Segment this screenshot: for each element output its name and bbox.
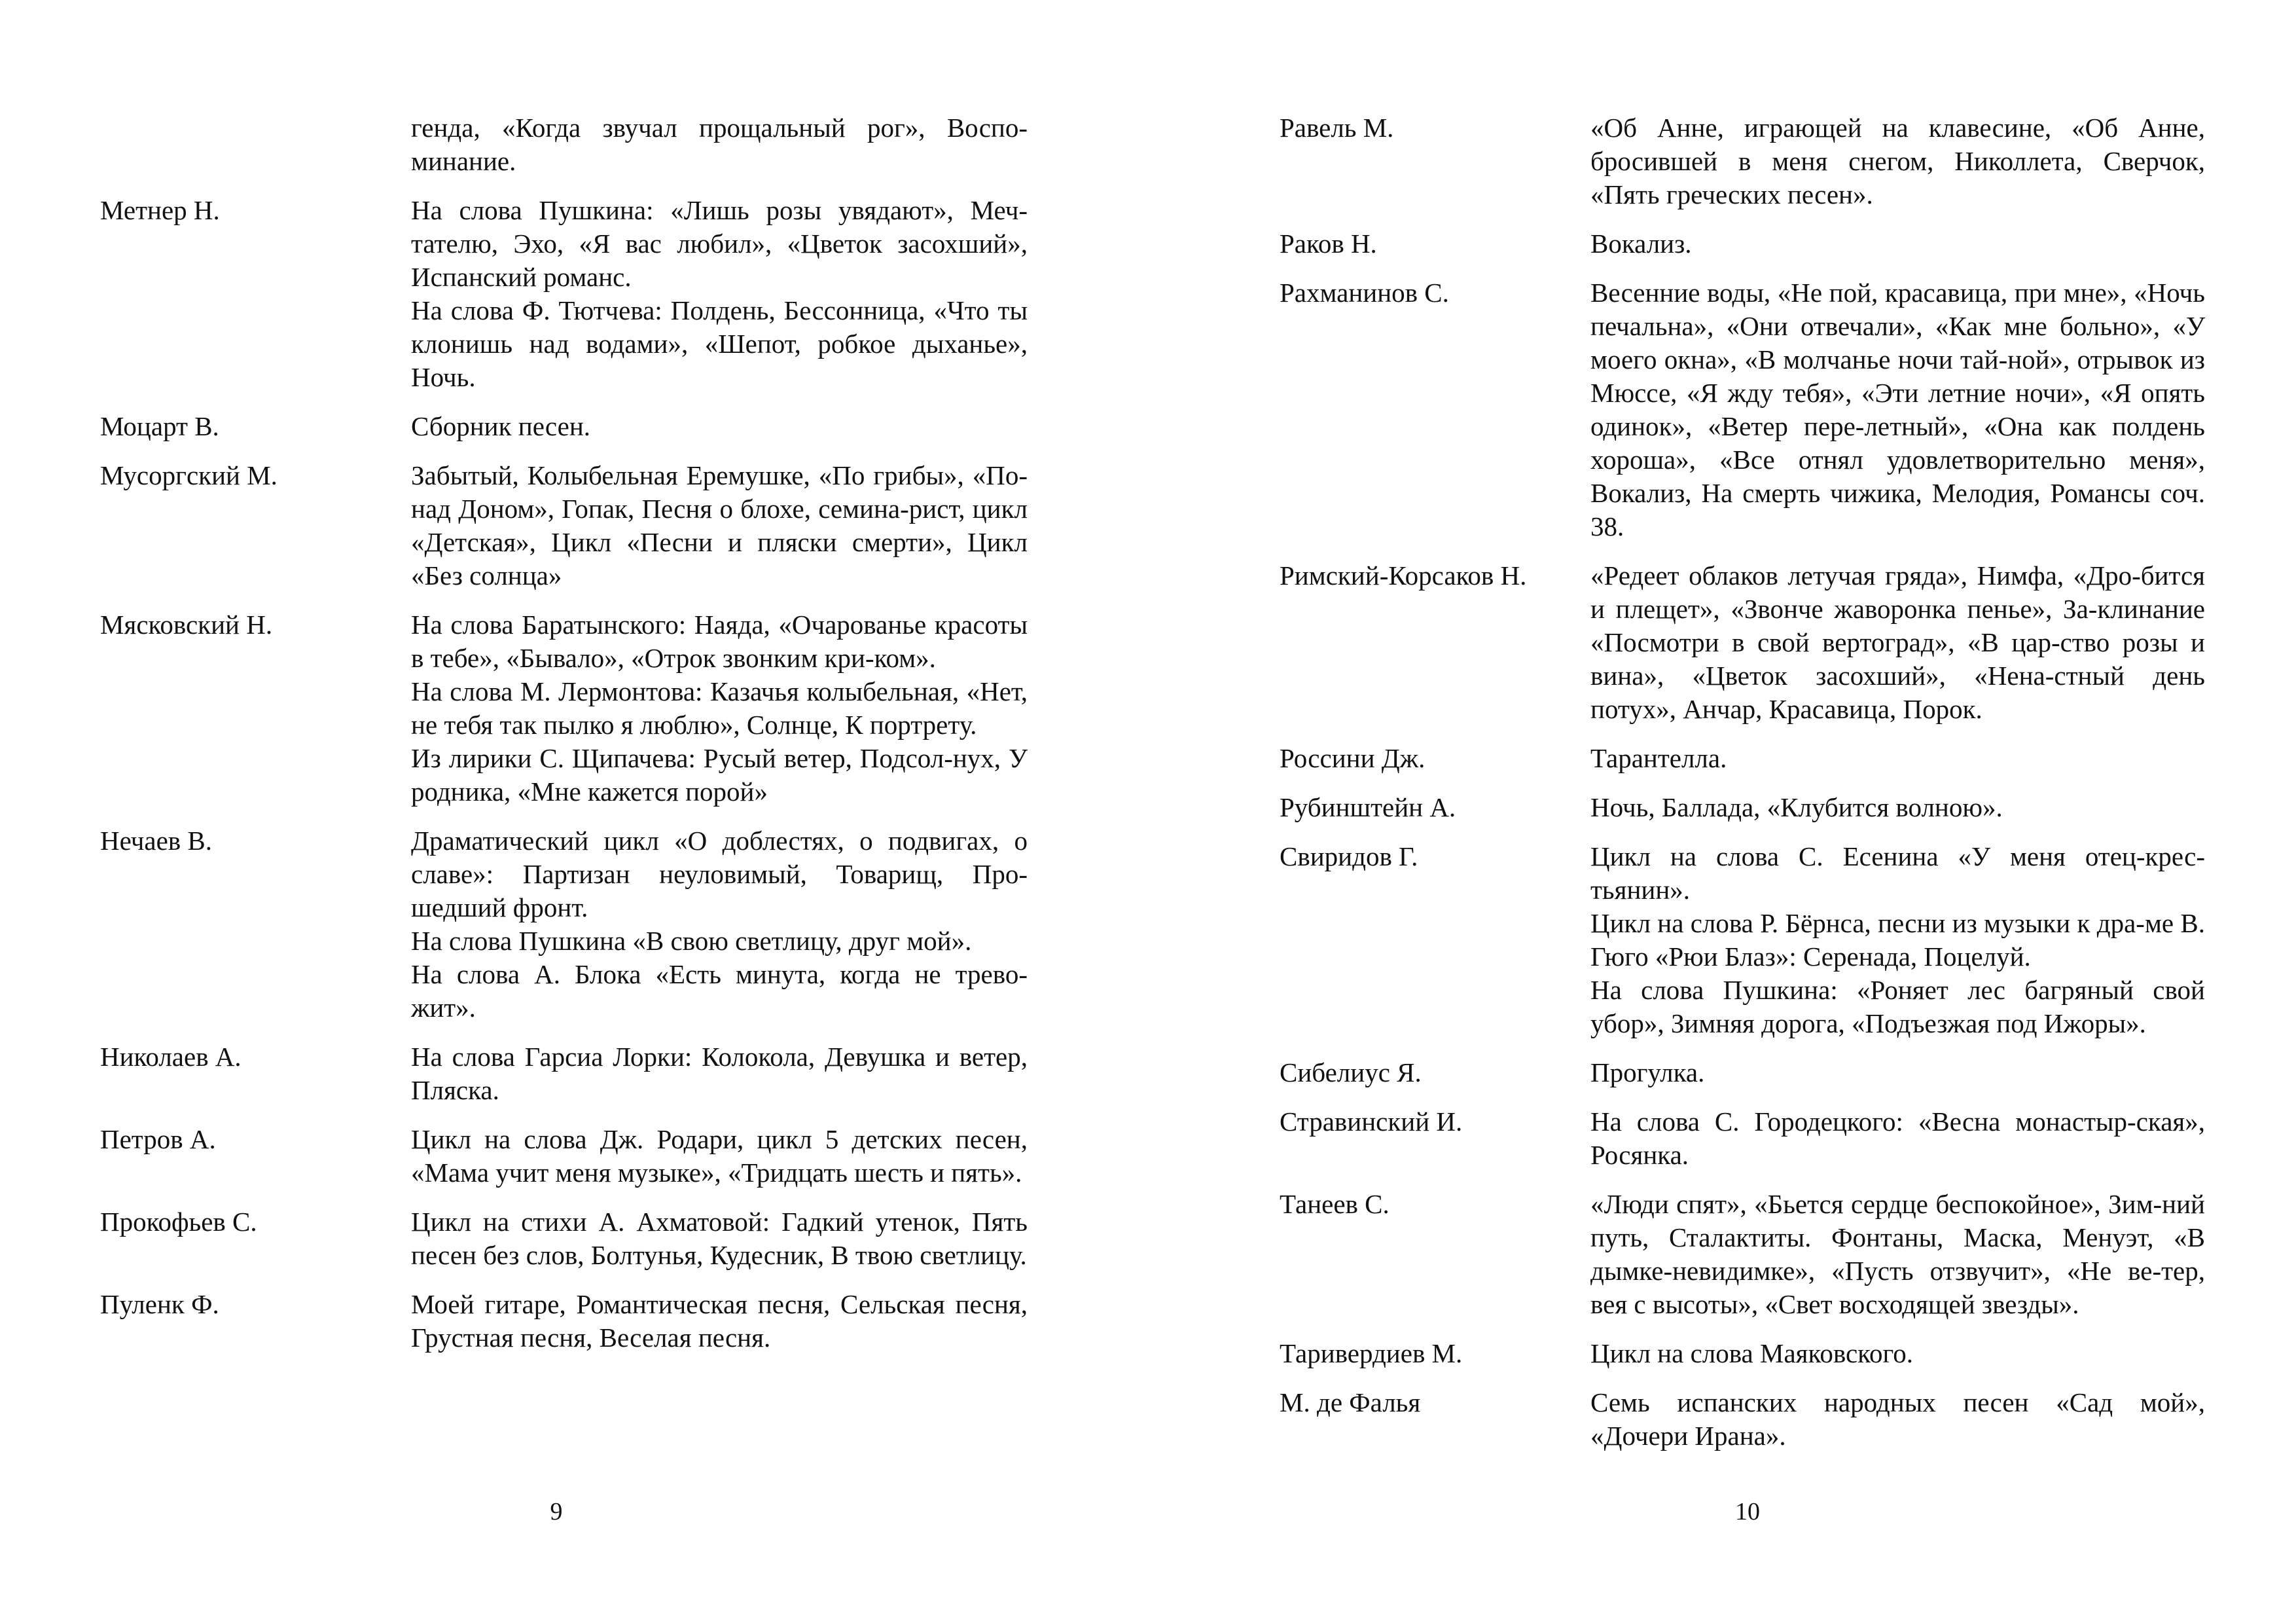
composer-name: Равель М. — [1280, 113, 1394, 143]
works-line: Драматический цикл «О доблестях, о подвигах, о славе»: Партизан неуловимый, Товарищ, Про-шедший фронт. — [411, 826, 1028, 922]
composer-name: Прокофьев С. — [100, 1207, 257, 1237]
page-number: 10 — [1735, 1498, 1760, 1525]
works-list — [411, 1123, 1028, 1190]
works-line: Цикл на слова Р. Бёрнса, песни из музыки к дра-ме В. Гюго «Рюи Блаз»: Серенада, Поцелуй. — [1590, 908, 2205, 972]
composer-name: Моцарт В. — [100, 411, 219, 441]
entry — [100, 410, 1028, 443]
works-line: Цикл на слова Дж. Родари, цикл 5 детских песен, «Мама учит меня музыке», «Тридцать шесть и пять». — [411, 1124, 1028, 1188]
works-list — [1590, 1056, 2205, 1089]
works-line: На слова М. Лермонтова: Казачья колыбельная, «Нет, не тебя так пылко я люблю», Солнце, К портрету. — [411, 676, 1028, 740]
composer-name: Россини Дж. — [1280, 743, 1426, 773]
works-line: «Люди спят», «Бьется сердце беспокойное», Зим-ний путь, Сталактиты. Фонтаны, Маска, Менуэт, «В дымке-невидимке», «Пусть отзвучит», «Не ве-тер, вея с высоты», «Свет восходящей звезды». — [1590, 1189, 2205, 1319]
works-list — [1590, 742, 2205, 775]
works-line: Из лирики С. Щипачева: Русый ветер, Подсол-нух, У родника, «Мне кажется порой» — [411, 743, 1028, 807]
entries-list — [100, 111, 1028, 1370]
entry — [1280, 1056, 2205, 1089]
works-list — [411, 410, 1028, 443]
composer-name: Сибелиус Я. — [1280, 1057, 1422, 1087]
works-list — [411, 1205, 1028, 1272]
works-list — [411, 1040, 1028, 1107]
entry — [100, 824, 1028, 1025]
entry — [100, 194, 1028, 394]
works-list — [1590, 791, 2205, 824]
works-list — [411, 111, 1028, 178]
works-list — [411, 459, 1028, 593]
works-list — [411, 194, 1028, 394]
works-line: Цикл на стихи А. Ахматовой: Гадкий утенок, Пять песен без слов, Болтунья, Кудесник, В твою светлицу. — [411, 1207, 1028, 1270]
composer-name: Римский-Корсаков Н. — [1280, 560, 1527, 591]
works-line: На слова Ф. Тютчева: Полдень, Бессонница, «Что ты клонишь над водами», «Шепот, робкое дыханье», Ночь. — [411, 295, 1028, 392]
works-line: На слова Пушкина «В свою светлицу, друг мой». — [411, 926, 972, 956]
entries-list — [1280, 111, 2205, 1468]
composer-name: Петров А. — [100, 1124, 216, 1154]
works-line: На слова Пушкина: «Роняет лес багряный свой убор», Зимняя дорога, «Подъезжая под Ижоры». — [1590, 975, 2205, 1038]
works-line: генда, «Когда звучал прощальный рог», Воспо-минание. — [411, 113, 1028, 176]
composer-name: Таривердиев М. — [1280, 1338, 1463, 1368]
works-line: Ночь, Баллада, «Клубится волною». — [1590, 792, 2003, 822]
works-line: Сборник песен. — [411, 411, 591, 441]
entry — [1280, 276, 2205, 543]
entry — [1280, 1386, 2205, 1453]
composer-name: Рахманинов С. — [1280, 278, 1449, 308]
works-line: Прогулка. — [1590, 1057, 1705, 1087]
composer-name: Свиридов Г. — [1280, 841, 1418, 871]
works-line: Весенние воды, «Не пой, красавица, при мне», «Ночь печальна», «Они отвечали», «Как мне больно», «У моего окна», «В молчанье ночи тай-ной», отрывок из Мюссе, «Я жду тебя», «Эти летние ночи», «Я опять одинок», «Ветер пере-летный», «Она как полдень хороша», «Все отнял удовлетворительно меня», Вокализ, На смерть чижика, Мелодия, Романсы соч. 38. — [1590, 278, 2205, 541]
works-list — [1590, 276, 2205, 543]
entry — [100, 459, 1028, 593]
works-line: На слова С. Городецкого: «Весна монастыр-ская», Росянка. — [1590, 1106, 2205, 1170]
works-list — [1590, 1188, 2205, 1321]
works-line: Цикл на слова Маяковского. — [1590, 1338, 1914, 1368]
composer-name: М. де Фалья — [1280, 1387, 1421, 1417]
entry — [100, 1123, 1028, 1190]
works-line: Вокализ. — [1590, 228, 1692, 259]
works-list — [1590, 1337, 2205, 1370]
entry — [1280, 1188, 2205, 1321]
works-line: Семь испанских народных песен «Сад мой», «Дочери Ирана». — [1590, 1387, 2205, 1451]
entry — [1280, 791, 2205, 824]
entry — [100, 1040, 1028, 1107]
composer-name: Николаев А. — [100, 1042, 242, 1072]
composer-name: Танеев С. — [1280, 1189, 1390, 1219]
composer-name: Мусоргский М. — [100, 460, 278, 490]
composer-name: Нечаев В. — [100, 826, 213, 856]
composer-name: Пуленк Ф. — [100, 1289, 219, 1319]
entry — [1280, 742, 2205, 775]
works-line: Цикл на слова С. Есенина «У меня отец-крес-тьянин». — [1590, 841, 2205, 905]
works-line: На слова Гарсиа Лорки: Колокола, Девушка и ветер, Пляска. — [411, 1042, 1028, 1105]
works-list — [1590, 559, 2205, 726]
entry — [100, 111, 1028, 178]
works-list — [411, 608, 1028, 809]
works-list — [411, 1288, 1028, 1355]
entry — [100, 608, 1028, 809]
works-line: «Редеет облаков летучая гряда», Нимфа, «Дро-бится и плещет», «Звонче жаворонка пенье», За-клинание «Посмотри в свой вертоград», «В цар-ство розы и вина», «Цветок засохший», «Нена-стный день потух», Анчар, Красавица, Порок. — [1590, 560, 2205, 724]
works-list — [1590, 840, 2205, 1040]
composer-name: Рубинштейн А. — [1280, 792, 1456, 822]
entry — [1280, 1105, 2205, 1172]
works-list — [1590, 1105, 2205, 1172]
works-line: Тарантелла. — [1590, 743, 1727, 773]
composer-name: Стравинский И. — [1280, 1106, 1463, 1137]
works-line: На слова А. Блока «Есть минута, когда не трево-жит». — [411, 959, 1028, 1023]
works-list — [1590, 227, 2205, 261]
works-list — [1590, 1386, 2205, 1453]
entry — [1280, 559, 2205, 726]
entry — [1280, 111, 2205, 211]
entry — [100, 1288, 1028, 1355]
works-list — [1590, 111, 2205, 211]
works-line: Забытый, Колыбельная Еремушке, «По грибы», «По-над Доном», Гопак, Песня о блохе, семина-рист, цикл «Детская», Цикл «Песни и пляски смерти», Цикл «Без солнца» — [411, 460, 1028, 591]
right-page — [1148, 0, 2296, 1623]
composer-name — [100, 111, 411, 178]
composer-name: Раков Н. — [1280, 228, 1377, 259]
works-line: Моей гитаре, Романтическая песня, Сельская песня, Грустная песня, Веселая песня. — [411, 1289, 1028, 1353]
composer-name: Метнер Н. — [100, 195, 220, 225]
entry — [1280, 840, 2205, 1040]
works-line: На слова Баратынского: Наяда, «Очарованье красоты в тебе», «Бывало», «Отрок звонким кри-ком». — [411, 610, 1028, 673]
works-line: «Об Анне, играющей на клавесине, «Об Анне, бросившей в меня снегом, Николлета, Сверчок, «Пять греческих песен». — [1590, 113, 2205, 210]
works-line: На слова Пушкина: «Лишь розы увядают», Меч-тателю, Эхо, «Я вас любил», «Цветок засохший», Испанский романс. — [411, 195, 1028, 292]
entry — [1280, 227, 2205, 261]
entry — [1280, 1337, 2205, 1370]
page-number: 9 — [550, 1498, 563, 1525]
entry — [100, 1205, 1028, 1272]
works-list — [411, 824, 1028, 1025]
composer-name: Мясковский Н. — [100, 610, 273, 640]
